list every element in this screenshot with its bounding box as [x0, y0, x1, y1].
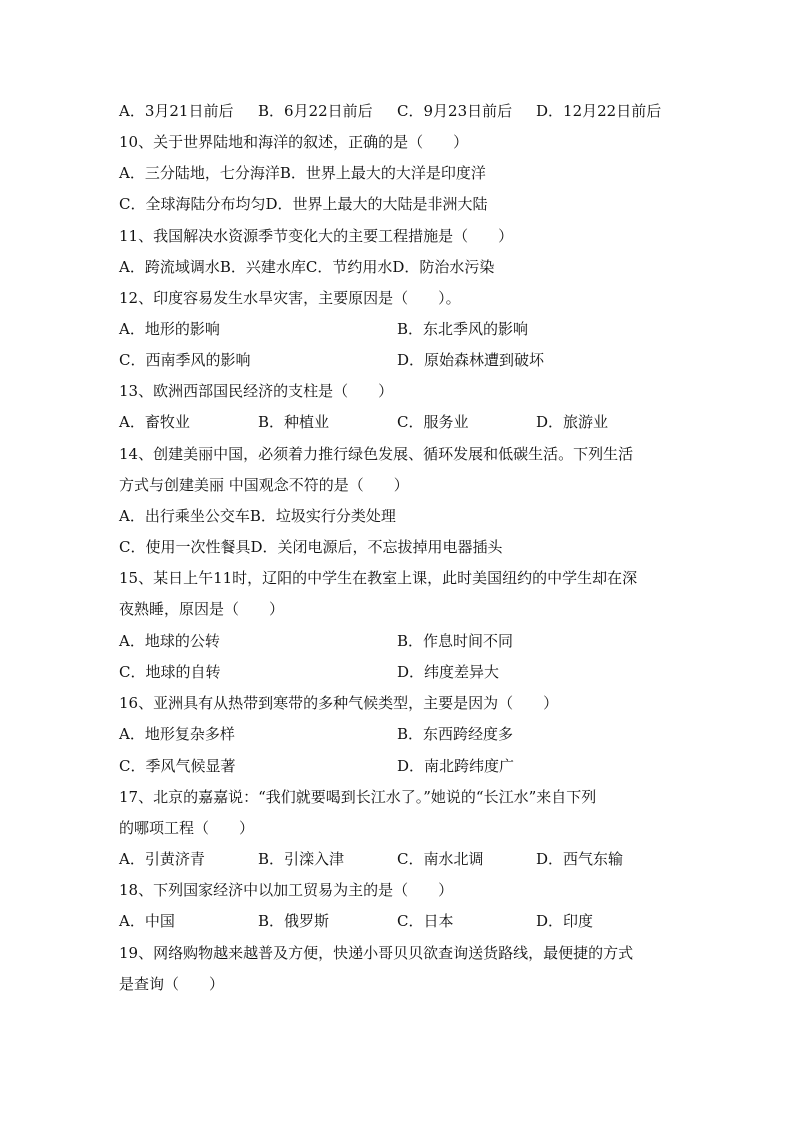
q18-option-d: D．印度 — [536, 912, 594, 930]
q16-option-d: D．南北跨纬度广 — [397, 757, 515, 775]
q16-option-a: A．地形复杂多样 — [119, 725, 235, 743]
q14-options-line1: A．出行乘坐公交车B．垃圾实行分类处理 — [119, 507, 396, 525]
q14-stem-line2: 方式与创建美丽 中国观念不符的是（ ） — [119, 476, 409, 494]
q19-stem-line1: 19、网络购物越来越普及方便，快递小哥贝贝欲查询送货路线，最便捷的方式 — [119, 944, 634, 962]
q16-option-c: C．季风气候显著 — [119, 757, 236, 775]
q19-stem-line2: 是查询（ ） — [119, 975, 225, 993]
q15-option-b: B．作息时间不同 — [397, 632, 514, 650]
q17-option-c: C．南水北调 — [397, 850, 484, 868]
q12-option-c: C．西南季风的影响 — [119, 351, 251, 369]
q12-stem: 12、印度容易发生水旱灾害，主要原因是（ ）。 — [119, 289, 461, 307]
q17-stem-line1: 17、北京的嘉嘉说：“我们就要喝到长江水了。”她说的“长江水”来自下列 — [119, 788, 597, 806]
q15-option-c: C．地球的自转 — [119, 663, 221, 681]
q13-stem: 13、欧洲西部国民经济的支柱是（ ） — [119, 382, 394, 400]
q10-options-line2: C．全球海陆分布均匀D．世界上最大的大陆是非洲大陆 — [119, 195, 488, 213]
q15-stem-line1: 15、某日上午11时，辽阳的中学生在教室上课，此时美国纽约的中学生却在深 — [119, 569, 638, 587]
q15-stem-line2: 夜熟睡，原因是（ ） — [119, 600, 285, 618]
q18-option-a: A．中国 — [119, 912, 175, 930]
q9-option-d: D．12月22日前后 — [536, 102, 662, 120]
q16-option-b: B．东西跨经度多 — [397, 725, 514, 743]
q12-option-d: D．原始森林遭到破坏 — [397, 351, 545, 369]
q16-stem: 16、亚洲具有从热带到寒带的多种气候类型，主要是因为（ ） — [119, 694, 559, 712]
q12-option-a: A．地形的影响 — [119, 320, 220, 338]
q11-stem: 11、我国解决水资源季节变化大的主要工程措施是（ ） — [119, 227, 514, 245]
q18-option-b: B．俄罗斯 — [258, 912, 330, 930]
q10-options-line1: A．三分陆地，七分海洋B．世界上最大的大洋是印度洋 — [119, 164, 486, 182]
q14-options-line2: C．使用一次性餐具D．关闭电源后，不忘拔掉用电器插头 — [119, 538, 503, 556]
q18-option-c: C．日本 — [397, 912, 454, 930]
q11-options-line1: A．跨流域调水B．兴建水库C．节约用水D．防治水污染 — [119, 258, 495, 276]
q17-option-a: A．引黄济青 — [119, 850, 205, 868]
q9-option-c: C．9月23日前后 — [397, 102, 513, 120]
q13-option-b: B．种植业 — [258, 413, 330, 431]
q14-stem-line1: 14、创建美丽中国，必须着力推行绿色发展、循环发展和低碳生活。下列生活 — [119, 445, 634, 463]
q13-option-c: C．服务业 — [397, 413, 469, 431]
q10-stem: 10、关于世界陆地和海洋的叙述，正确的是（ ） — [119, 133, 469, 151]
q9-option-a: A．3月21日前后 — [119, 102, 234, 120]
q15-option-d: D．纬度差异大 — [397, 663, 500, 681]
q13-option-d: D．旅游业 — [536, 413, 609, 431]
q17-option-d: D．西气东输 — [536, 850, 624, 868]
q9-option-b: B．6月22日前后 — [258, 102, 373, 120]
q18-stem: 18、下列国家经济中以加工贸易为主的是（ ） — [119, 881, 454, 899]
q12-option-b: B．东北季风的影响 — [397, 320, 529, 338]
q15-option-a: A．地球的公转 — [119, 632, 220, 650]
q17-option-b: B．引滦入津 — [258, 850, 345, 868]
q13-option-a: A．畜牧业 — [119, 413, 190, 431]
q17-stem-line2: 的哪项工程（ ） — [119, 819, 255, 837]
